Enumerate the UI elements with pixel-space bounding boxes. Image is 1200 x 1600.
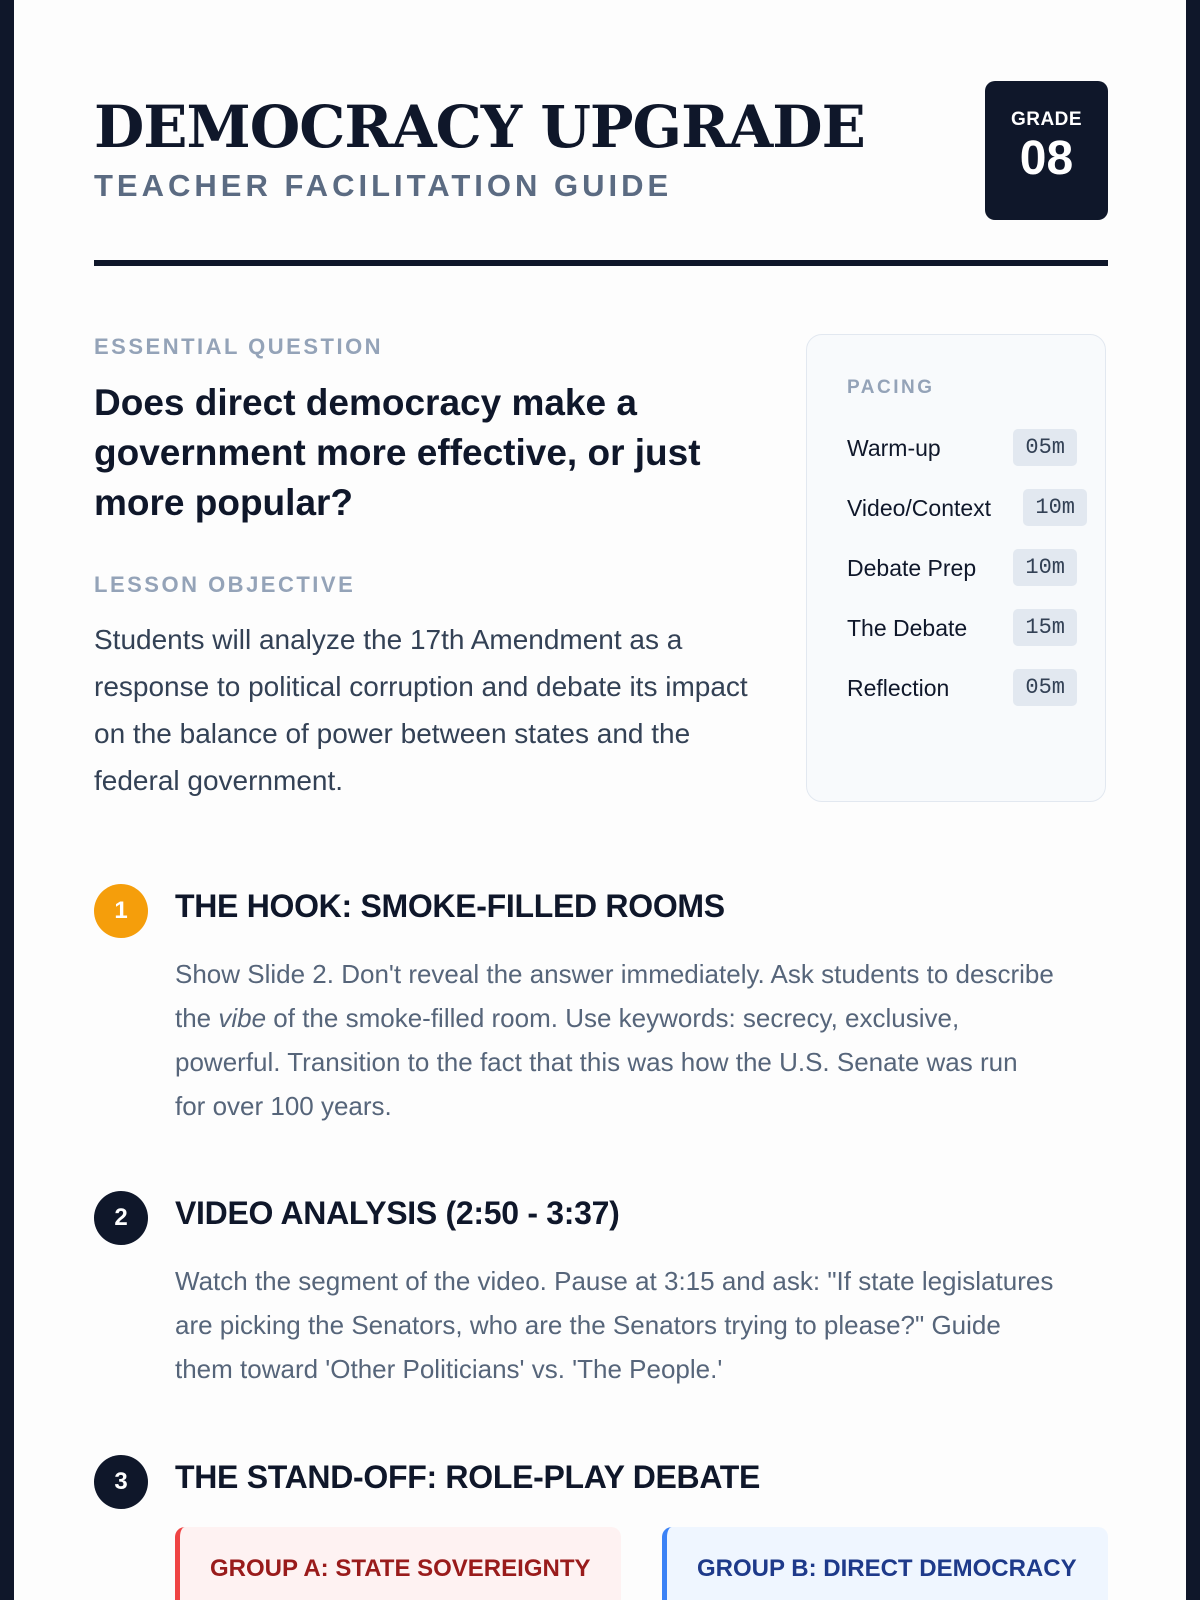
debate-groups [175, 1527, 1108, 1600]
step-title: VIDEO ANALYSIS (2:50 - 3:37) [175, 1195, 620, 1231]
header-divider [94, 260, 1108, 266]
essential-question: Does direct democracy make a government more effective, or just more popular? [94, 382, 701, 523]
pacing-item [847, 549, 1077, 609]
essential-question-label: ESSENTIAL QUESTION [94, 334, 384, 359]
pacing-item-name: Debate Prep [847, 555, 977, 581]
header [94, 78, 1108, 268]
step-title: THE HOOK: SMOKE-FILLED ROOMS [175, 888, 725, 924]
group-b-card [662, 1527, 1108, 1600]
pacing-item-time: 05m [1013, 669, 1077, 706]
step-number-badge: 3 [94, 1455, 148, 1509]
pacing-item-time: 10m [1013, 549, 1077, 586]
pacing-label: PACING [847, 377, 935, 398]
pacing-item [847, 429, 1077, 489]
intro-section [94, 334, 754, 804]
guide-page [14, 0, 1186, 1600]
page-title: DEMOCRACY UPGRADE [94, 93, 865, 161]
step-number-badge: 2 [94, 1191, 148, 1245]
grade-badge [985, 81, 1108, 220]
pacing-item-name: The Debate [847, 615, 968, 641]
page-subtitle: TEACHER FACILITATION GUIDE [94, 168, 673, 203]
pacing-item-time: 10m [1023, 489, 1087, 526]
group-b-title: GROUP B: DIRECT DEMOCRACY [697, 1555, 1077, 1582]
pacing-item [847, 489, 1077, 549]
step-title: THE STAND-OFF: ROLE-PLAY DEBATE [175, 1459, 761, 1495]
pacing-item-name: Warm-up [847, 435, 941, 461]
step-number-badge: 1 [94, 884, 148, 938]
lesson-objective: Students will analyze the 17th Amendment as a response to political corruption and debate its impact on the balance of power between states and the federal government. [94, 624, 748, 796]
pacing-item-name: Reflection [847, 675, 950, 701]
pacing-list [847, 429, 1077, 729]
step-body: Watch the segment of the video. Pause at 3:15 and ask: "If state legislatures are picking the Senators, who are the Senators trying to please?" Guide them toward 'Other Politicians' vs. 'The People.' [175, 1266, 1054, 1384]
pacing-item [847, 609, 1077, 669]
pacing-item-time: 15m [1013, 609, 1077, 646]
pacing-item-name: Video/Context [847, 495, 992, 521]
pacing-item [847, 669, 1077, 729]
pacing-item-time: 05m [1013, 429, 1077, 466]
group-a-title: GROUP A: STATE SOVEREIGNTY [210, 1555, 591, 1582]
step-body [175, 952, 1055, 1128]
step-body-emphasis: vibe [218, 1003, 267, 1033]
grade-label: GRADE [1010, 109, 1083, 130]
step-body-text: Show Slide 2. Don't reveal the answer immediately. Ask students to describe the [175, 959, 1054, 1033]
pacing-card [806, 334, 1106, 802]
grade-value: 08 [1019, 132, 1074, 185]
step-body-text: of the smoke-filled room. Use keywords: secrecy, exclusive, powerful. Transition to the fact that this was how the U.S. Senate was run for over 100 years. [175, 1003, 1018, 1121]
group-a-card [175, 1527, 621, 1600]
lesson-objective-label: LESSON OBJECTIVE [94, 572, 356, 597]
